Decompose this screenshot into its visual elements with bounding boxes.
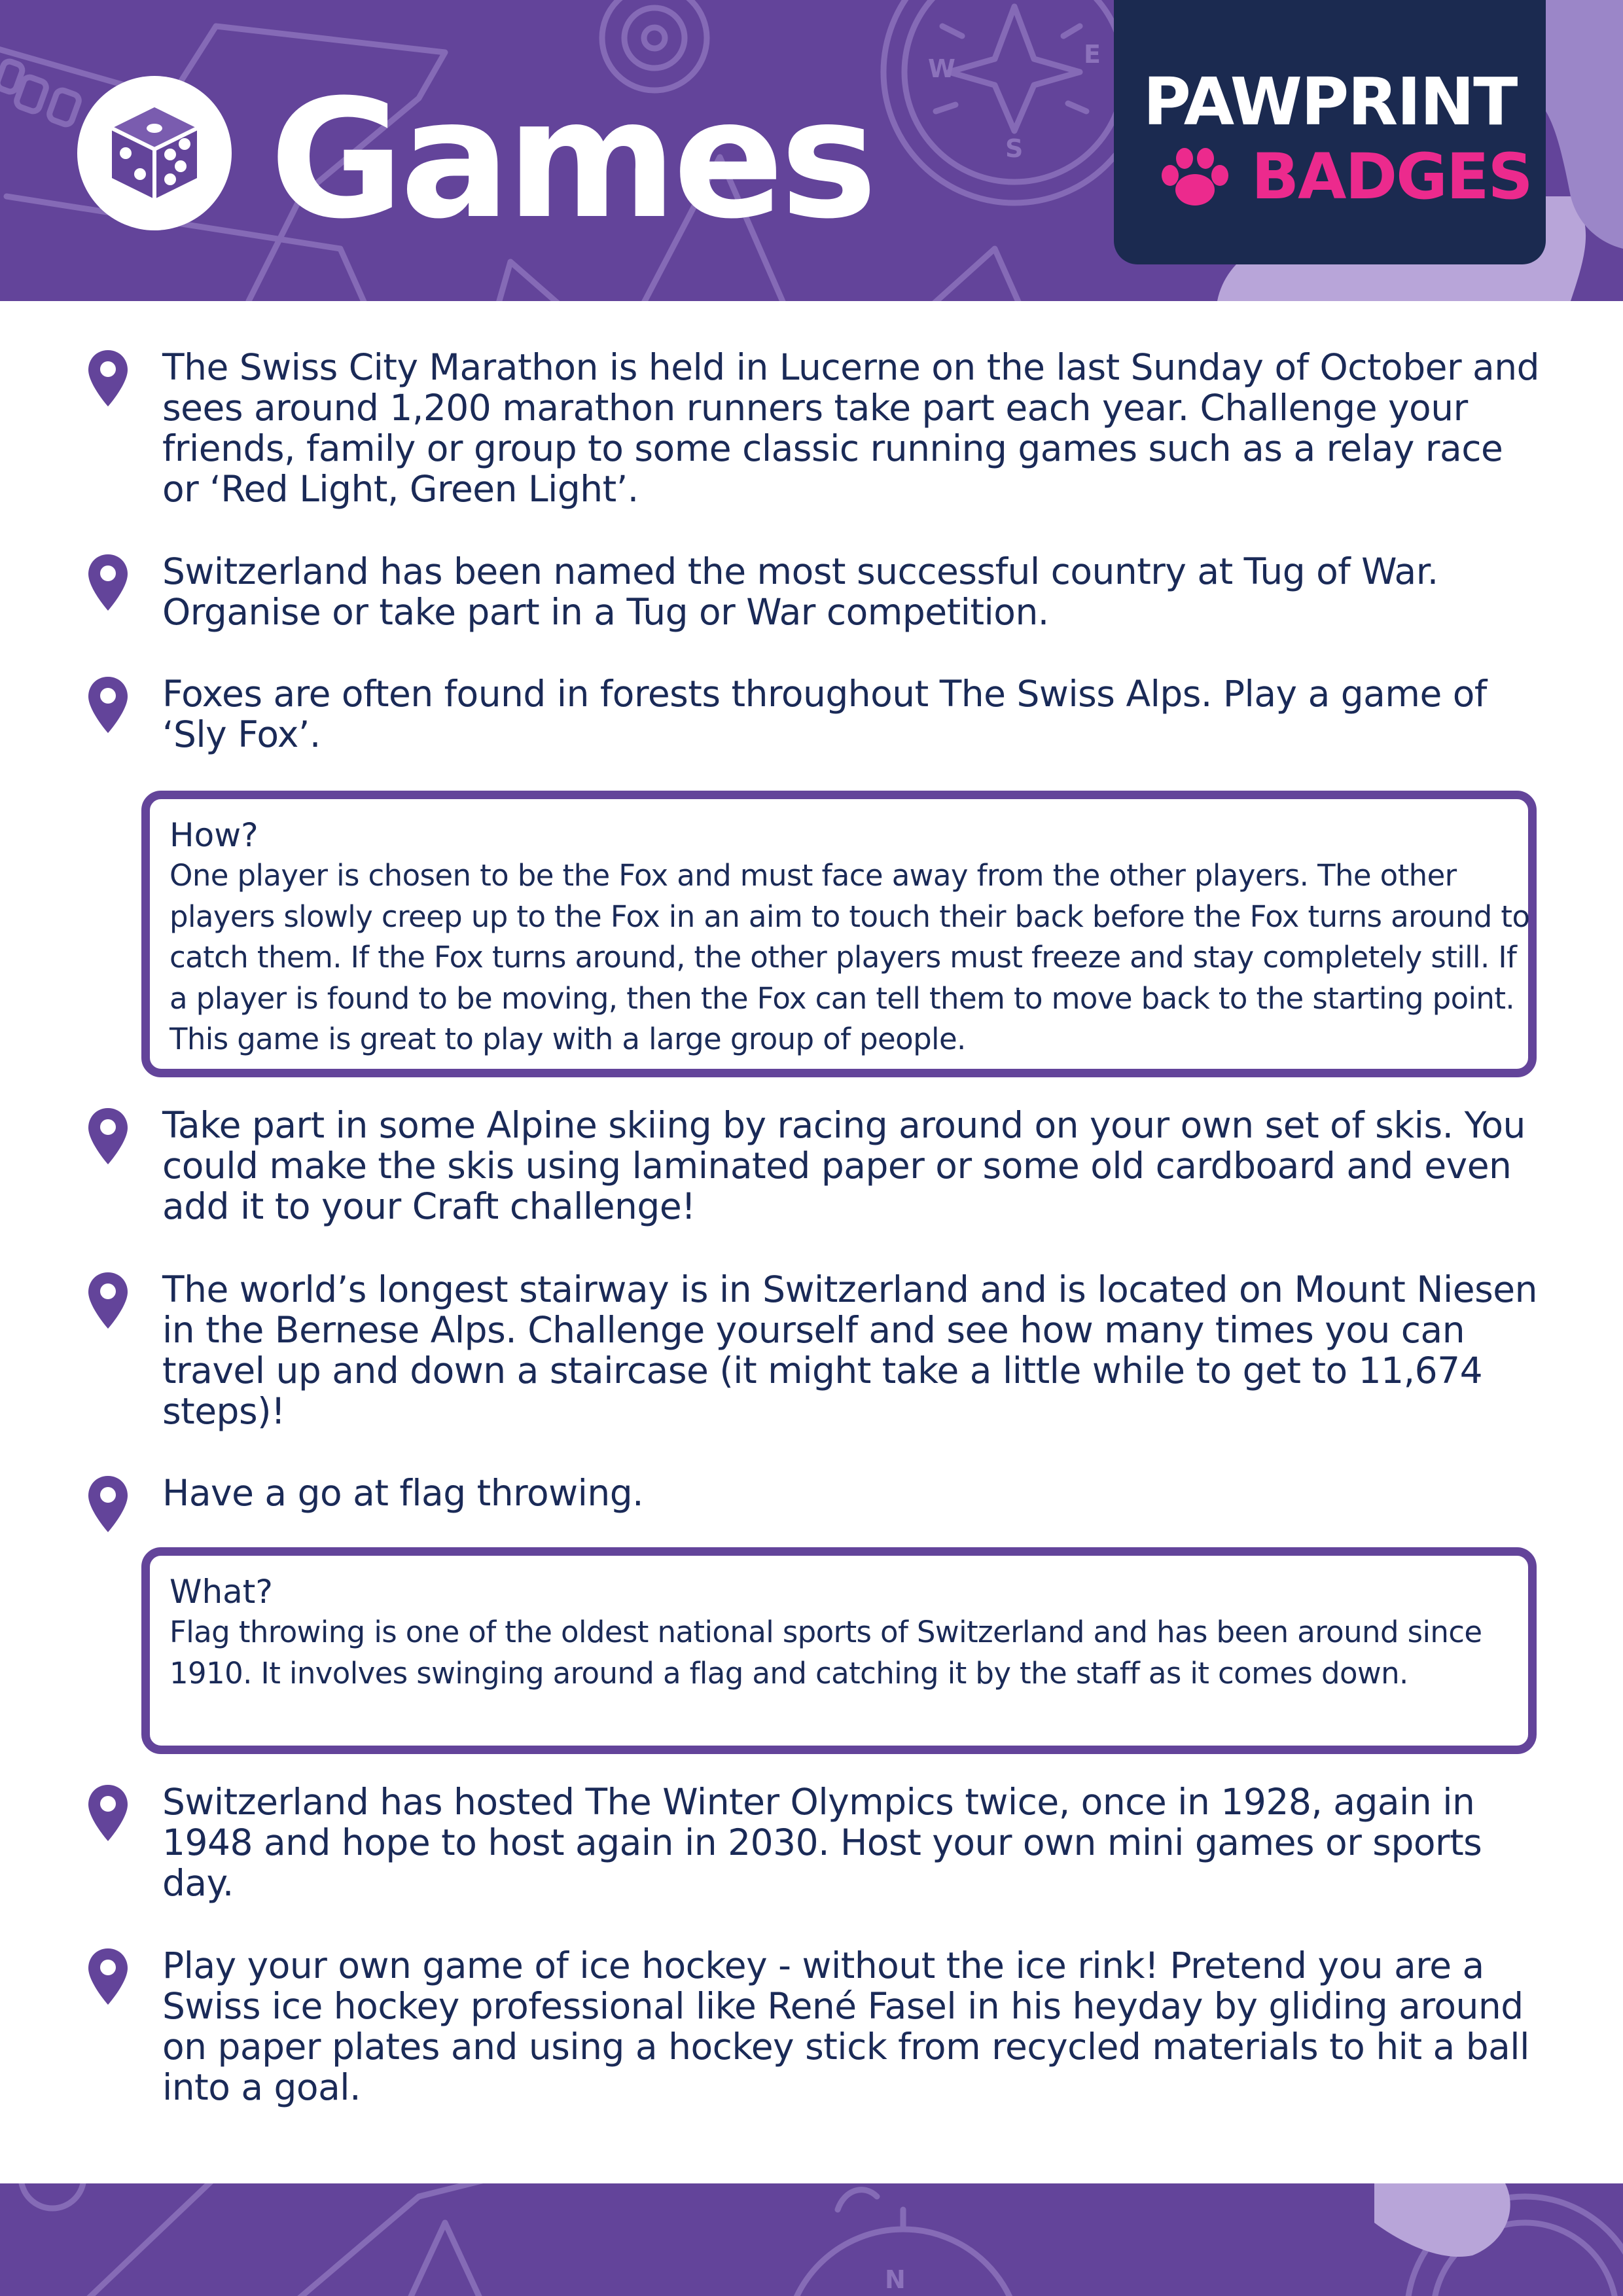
target-doodle [644, 27, 665, 48]
location-pin-icon [86, 1784, 130, 1842]
footer-doodle-background [0, 2183, 1623, 2296]
plane-window-doodle [48, 88, 80, 126]
location-pin-icon [86, 1475, 130, 1534]
location-pin-icon [86, 349, 130, 408]
compass-ring-doodle [838, 2190, 903, 2229]
dice-icon-badge [77, 76, 232, 230]
line-doodle [79, 2183, 216, 2296]
footer-banner [0, 2183, 1623, 2296]
box-heading: What? [169, 1573, 273, 1611]
item-text: Play your own game of ice hockey - without the ice rink! Pretend you are a Swiss ice hockey professional like René Fasel in his heyday by gliding around on paper plates and using a hockey stick from recycled materials to hit a ball into a goal. [162, 1945, 1529, 2108]
location-pin-icon [86, 1107, 130, 1166]
header-banner [0, 0, 1623, 301]
mountain-doodle [406, 2223, 484, 2296]
compass-letter-e: E [1084, 40, 1101, 69]
how-to-play-box [141, 791, 1537, 1077]
logo-text-pawprint: PAWPRINT [1143, 63, 1517, 140]
blob-doodle [1374, 2183, 1510, 2257]
location-pin-icon [86, 675, 130, 734]
line-doodle [288, 2183, 497, 2296]
dice-icon [102, 101, 207, 206]
item-text: The Swiss City Marathon is held in Lucerne on the last Sunday of October and sees around 1,200 marathon runners take part each year. Challenge your friends, family or group to some classic running games such as a relay race or ‘Red Light, Green Light’. [162, 346, 1540, 510]
box-body: One player is chosen to be the Fox and must face away from the other players. The other players slowly creep up to the Fox in an aim to touch their back before the Fox turns around to catch them. If the Fox turns around, the other players must freeze and stay completely still. If a player is found to be moving, then the Fox can tell them to move back to the starting point. This game is great to play with a large group of people. [169, 858, 1530, 1056]
item-text: Have a go at flag throwing. [162, 1472, 644, 1514]
mountain-doodle [929, 249, 1021, 301]
mountain-doodle [497, 262, 563, 301]
target-doodle [624, 8, 685, 68]
location-pin-icon [86, 1947, 130, 2006]
compass-letter-n: N [885, 2265, 906, 2294]
item-text: Take part in some Alpine skiing by racing around on your own set of skis. You could make the skis using laminated paper or some old cardboard and even add it to your Craft challenge! [162, 1104, 1525, 1227]
compass-doodle [883, 0, 1145, 203]
item-text: Switzerland has been named the most successful country at Tug of War. Organise or take part in a Tug or War competition. [162, 550, 1438, 633]
location-pin-icon [86, 553, 130, 612]
item-text: Foxes are often found in forests throughout The Swiss Alps. Play a game of ‘Sly Fox’. [162, 673, 1487, 755]
target-doodle [21, 2183, 84, 2208]
location-pin-icon [86, 1271, 130, 1330]
compass-letter-w: W [928, 54, 955, 83]
compass-star-doodle [949, 7, 1080, 131]
box-body: Flag throwing is one of the oldest national sports of Switzerland and has been around since 1910. It involves swinging around a flag and catching it by the staff as it comes down. [169, 1615, 1482, 1691]
item-text: Switzerland has hosted The Winter Olympics twice, once in 1928, again in 1948 and hope to host again in 2030. Host your own mini games or sports day. [162, 1781, 1482, 1904]
page-title: Games [270, 64, 874, 255]
what-is-it-box [141, 1547, 1537, 1754]
paw-icon [1156, 147, 1234, 212]
compass-letter-s: S [1005, 134, 1024, 163]
box-heading: How? [169, 816, 259, 854]
item-text: The world’s longest stairway is in Switzerland and is located on Mount Niesen in the Bernese Alps. Challenge yourself and see how many times you can travel up and down a staircase (it might take a little while to get to 11,674 steps)! [162, 1268, 1537, 1432]
pawprint-badges-logo [1114, 0, 1546, 264]
logo-text-badges: BADGES [1251, 140, 1532, 213]
